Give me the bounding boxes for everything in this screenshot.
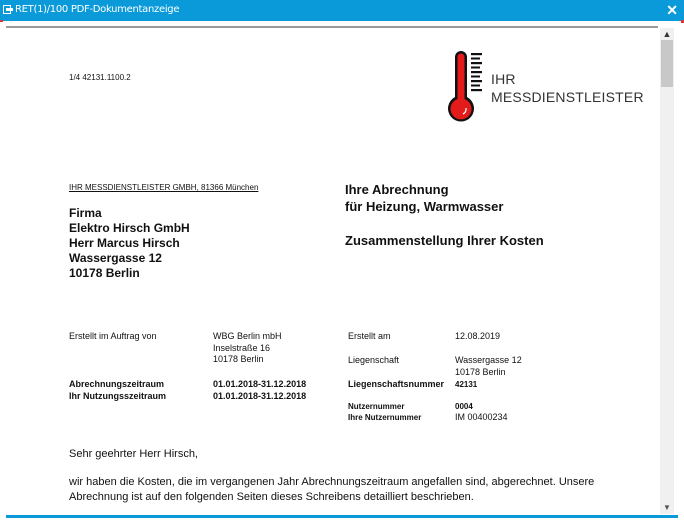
vertical-scrollbar[interactable]	[660, 28, 674, 514]
document-window-icon	[3, 5, 13, 14]
ordered-by-value-line: Inselstraße 16	[213, 342, 271, 353]
ordered-by-value-line: WBG Berlin mbH	[213, 331, 282, 341]
logo-text-line1: IHR	[491, 71, 516, 87]
property-number-value: 42131	[455, 380, 478, 389]
window-title: RET(1)/100 PDF-Dokumentanzeige	[15, 4, 180, 15]
body-paragraph-line: Abrechnung ist auf den folgenden Seiten dieses Schreibens detailliert beschrieben.	[69, 491, 474, 503]
usage-period-label: Ihr Nutzungsszeitraum	[69, 391, 167, 401]
ordered-by-label: Erstellt im Auftrag von	[69, 331, 157, 341]
window-titlebar	[0, 0, 684, 21]
billing-period-value: 01.01.2018-31.12.2018	[213, 379, 307, 389]
created-date-value: 12.08.2019	[455, 331, 501, 341]
your-user-number-label: Ihre Nutzernummer	[348, 413, 422, 422]
your-user-number-value: IM 00400234	[455, 412, 508, 422]
recipient-line: Elektro Hirsch GmbH	[69, 221, 190, 235]
document-heading	[345, 181, 503, 215]
pdf-document-page	[0, 28, 658, 514]
page-reference: 1/4 42131.1100.2	[69, 73, 131, 82]
usage-period-value: 01.01.2018-31.12.2018	[213, 391, 307, 401]
document-subheading: Zusammenstellung Ihrer Kosten	[345, 233, 544, 248]
created-date-label: Erstellt am	[348, 331, 391, 341]
window-edge-marker	[0, 20, 3, 22]
recipient-line: Firma	[69, 206, 102, 220]
ordered-by-value	[213, 331, 282, 366]
sender-return-address: IHR MESSDIENSTLEISTER GMBH, 81366 München	[69, 183, 259, 192]
user-number-value: 0004	[455, 402, 473, 411]
property-value	[455, 355, 522, 378]
close-button[interactable]: ✕	[666, 2, 678, 18]
scroll-up-arrow-icon[interactable]: ▲	[662, 29, 672, 39]
property-value-line: 10178 Berlin	[455, 366, 506, 377]
logo-text-line2: MESSDIENSTLEISTER	[491, 89, 644, 105]
property-label: Liegenschaft	[348, 355, 400, 365]
recipient-address	[69, 206, 190, 281]
salutation: Sehr geehrter Herr Hirsch,	[69, 448, 198, 460]
heading-line: für Heizung, Warmwasser	[345, 199, 504, 214]
billing-period-label: Abrechnungszeitraum	[69, 379, 165, 389]
property-number-label: Liegenschaftsnummer	[348, 379, 445, 389]
recipient-line: Wassergasse 12	[69, 251, 162, 265]
heading-line: Ihre Abrechnung	[345, 182, 449, 197]
user-number-label: Nutzernummer	[348, 402, 405, 411]
window-bottom-border	[6, 515, 678, 518]
thermometer-icon	[447, 51, 487, 123]
recipient-line: 10178 Berlin	[69, 266, 140, 280]
scroll-down-arrow-icon[interactable]: ▼	[663, 503, 671, 512]
body-paragraph-line: wir haben die Kosten, die im vergangenen Jahr Abrechnungszeitraum angefallen sind, abgerechnet. Unsere	[69, 476, 595, 488]
ordered-by-value-line: 10178 Berlin	[213, 354, 264, 364]
property-value-line: Wassergasse 12	[455, 355, 522, 365]
recipient-line: Herr Marcus Hirsch	[69, 236, 180, 250]
scrollbar-thumb[interactable]	[661, 40, 673, 87]
